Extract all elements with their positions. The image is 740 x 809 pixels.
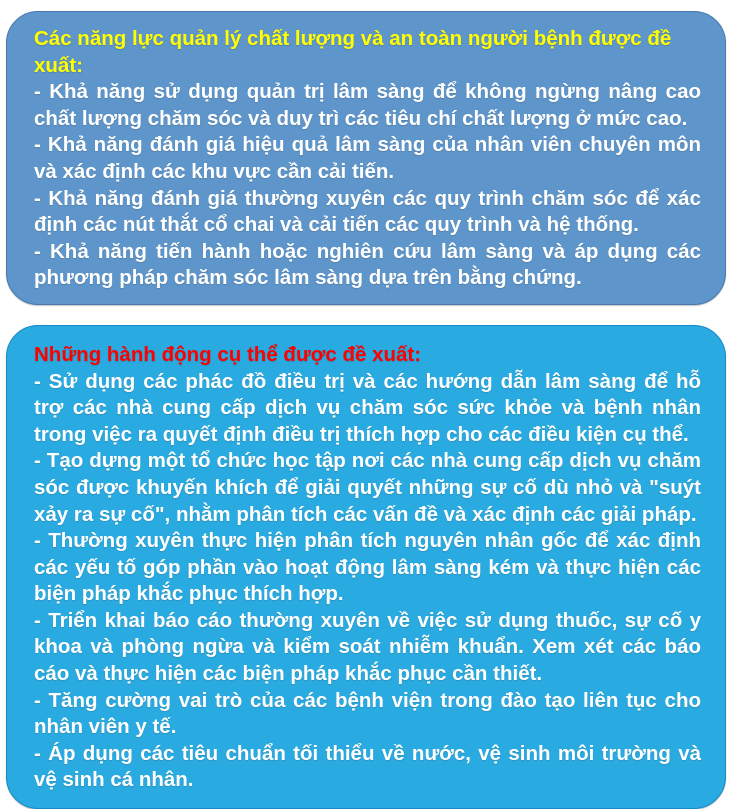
specific-actions-panel	[6, 325, 726, 809]
competency-bullet: - Khả năng tiến hành hoặc nghiên cứu lâm sàng và áp dụng các phương pháp chăm sóc lâm sàng dựa trên bằng chứng.	[34, 239, 701, 290]
action-bullet: - Thường xuyên thực hiện phân tích nguyên nhân gốc để xác định các yếu tố góp phần vào hoạt động lâm sàng kém và thực hiện các biện pháp khắc phục thích hợp.	[34, 529, 701, 606]
competency-bullet: - Khả năng sử dụng quản trị lâm sàng để không ngừng nâng cao chất lượng chăm sóc và duy trì các tiêu chí chất lượng ở mức cao.	[34, 80, 701, 130]
quality-competencies-panel	[6, 11, 726, 305]
slide	[0, 11, 740, 792]
action-bullet: - Tăng cường vai trò của các bệnh viện trong đào tạo liên tục cho nhân viên y tế.	[34, 688, 701, 739]
action-bullet: - Sử dụng các phác đồ điều trị và các hướng dẫn lâm sàng để hỗ trợ các nhà cung cấp dịch vụ chăm sóc sức khỏe và bệnh nhân trong việc ra quyết định điều trị thích hợp cho các điều kiện cụ thể.	[34, 369, 701, 446]
action-bullet: - Áp dụng các tiêu chuẩn tối thiểu về nước, vệ sinh môi trường và vệ sinh cá nhân.	[34, 741, 701, 792]
quality-competencies-heading: Các năng lực quản lý chất lượng và an toàn người bệnh được đề xuất:	[34, 27, 672, 77]
specific-actions-heading: Những hành động cụ thể được đề xuất:	[34, 342, 422, 366]
action-bullet: - Triển khai báo cáo thường xuyên về việc sử dụng thuốc, sự cố y khoa và phòng ngừa và kiểm soát nhiễm khuẩn. Xem xét các báo cáo và thực hiện các biện pháp khắc phục cần thiết.	[34, 608, 701, 686]
competency-bullet: - Khả năng đánh giá hiệu quả lâm sàng của nhân viên chuyên môn và xác định các khu vực cần cải tiến.	[34, 133, 701, 183]
competency-bullet: - Khả năng đánh giá thường xuyên các quy trình chăm sóc để xác định các nút thắt cổ chai và cải tiến các quy trình và hệ thống.	[34, 186, 701, 237]
action-bullet: - Tạo dựng một tổ chức học tập nơi các nhà cung cấp dịch vụ chăm sóc được khuyến khích để giải quyết những sự cố dù nhỏ và "suýt xảy ra sự cố", nhằm phân tích các vấn đề và xác định các giải pháp.	[34, 449, 701, 526]
